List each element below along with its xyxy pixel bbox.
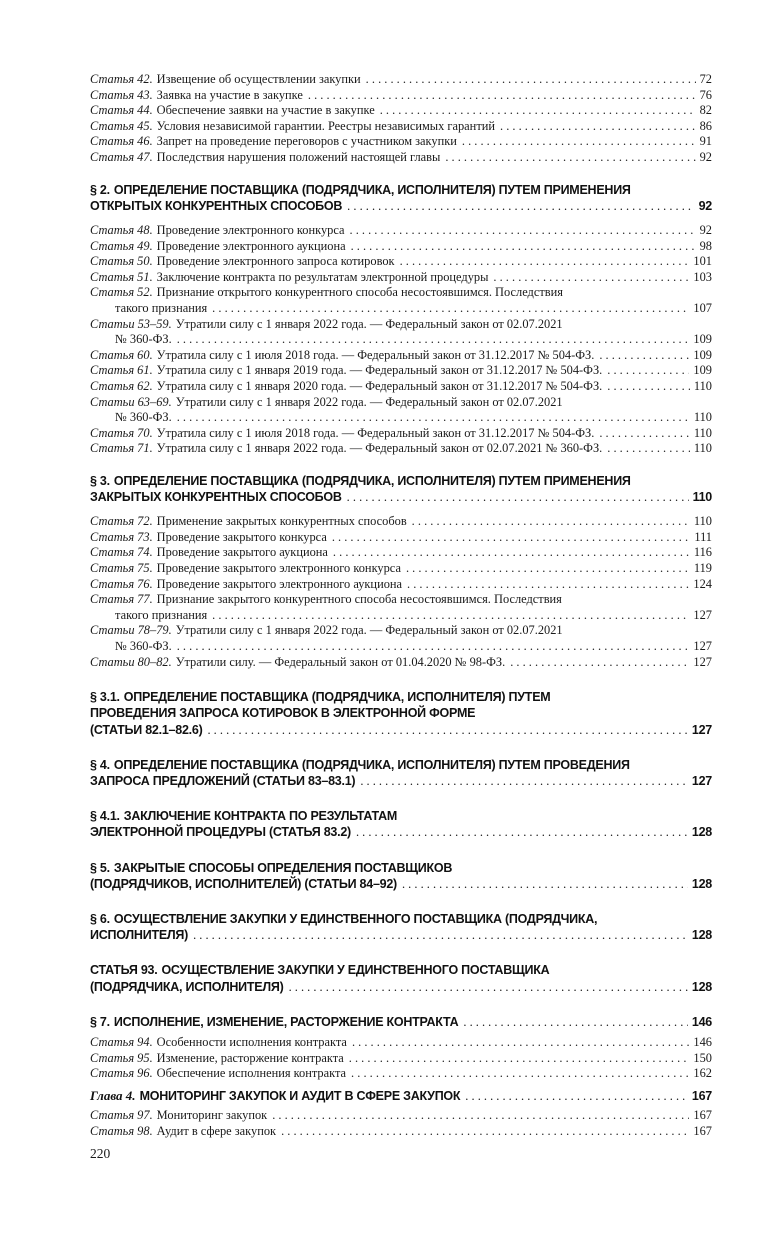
toc-entry-page: 109 xyxy=(693,347,712,362)
toc-entry-number: § 5. xyxy=(90,860,110,875)
toc-entry-number: Статья 45. xyxy=(90,118,153,133)
dot-leader-icon xyxy=(349,1051,690,1067)
toc-entry-line xyxy=(90,198,712,214)
toc-entry xyxy=(90,119,712,135)
toc-entry-line xyxy=(90,1066,712,1082)
toc-entry-number: СТАТЬЯ 93. xyxy=(90,963,158,978)
toc-entry-page: 128 xyxy=(691,876,712,891)
toc-entry-line xyxy=(90,962,712,978)
toc-entry-page: 110 xyxy=(693,514,712,529)
toc-entry-title: ЗАПРОСА ПРЕДЛОЖЕНИЙ (СТАТЬИ 83–83.1) xyxy=(90,774,356,789)
toc-entry xyxy=(90,592,712,623)
toc-entry-line xyxy=(90,473,712,489)
toc-entry-title: Утратили силу с 1 января 2022 года. — Федеральный закон от 02.07.2021 xyxy=(175,394,563,409)
toc-entry-title: Особенности исполнения контракта xyxy=(156,1035,347,1050)
toc-entry xyxy=(90,379,712,395)
toc-entry-number: § 7. xyxy=(90,1014,110,1029)
toc-entry-page: 82 xyxy=(699,103,712,118)
toc-entry-line xyxy=(90,773,712,789)
toc-entry-line xyxy=(90,317,712,333)
toc-entry-page: 128 xyxy=(691,928,712,943)
toc-entry-line xyxy=(90,348,712,364)
toc-entry-line xyxy=(90,623,712,639)
toc-entry-line xyxy=(90,577,712,593)
toc-entry-line xyxy=(90,689,712,705)
toc-entry-line xyxy=(90,722,712,738)
table-of-contents xyxy=(90,72,712,1139)
toc-entry-line xyxy=(90,1014,712,1030)
toc-entry-page: 127 xyxy=(691,722,712,737)
toc-entry-number: Статья 76. xyxy=(90,576,153,591)
dot-leader-icon xyxy=(212,301,689,317)
dot-leader-icon xyxy=(407,577,689,593)
toc-entry-title: Утратила силу с 1 июля 2018 года. — Федеральный закон от 31.12.2017 № 504-ФЗ. xyxy=(156,425,595,440)
toc-entry-title: Признание закрытого конкурентного способа несостоявшимся. Последствия xyxy=(156,592,562,607)
toc-entry xyxy=(90,757,712,789)
toc-entry-number: Статья 97. xyxy=(90,1108,153,1123)
toc-entry-line xyxy=(90,489,712,505)
toc-entry-line xyxy=(90,1051,712,1067)
toc-entry-page: 110 xyxy=(693,378,712,393)
toc-entry-number: Статья 62. xyxy=(90,378,153,393)
toc-entry-line xyxy=(90,530,712,546)
toc-entry-title: Проведение электронного запроса котировок xyxy=(156,254,395,269)
toc-entry xyxy=(90,577,712,593)
toc-entry-line xyxy=(90,270,712,286)
toc-entry-title: Заявка на участие в закупке xyxy=(156,87,303,102)
toc-entry-page: 109 xyxy=(693,332,712,347)
page-number: 220 xyxy=(90,1146,111,1161)
toc-entry xyxy=(90,270,712,286)
toc-entry-line xyxy=(90,182,712,198)
toc-entry-title: Последствия нарушения положений настоящей главы xyxy=(156,149,441,164)
dot-leader-icon xyxy=(272,1108,689,1124)
toc-entry xyxy=(90,285,712,316)
dot-leader-icon xyxy=(402,876,688,892)
toc-entry-title: ОТКРЫТЫХ КОНКУРЕНТНЫХ СПОСОБОВ xyxy=(90,198,343,213)
toc-entry-title: Признание открытого конкурентного способа несостоявшимся. Последствия xyxy=(156,285,563,300)
toc-entry-title: такого признания xyxy=(115,300,208,315)
toc-entry-title: ОПРЕДЕЛЕНИЕ ПОСТАВЩИКА (ПОДРЯДЧИКА, ИСПОЛНИТЕЛЯ) ПУТЕМ xyxy=(123,690,551,705)
toc-entry xyxy=(90,239,712,255)
toc-entry-number: Статьи 63–69. xyxy=(90,394,172,409)
toc-entry-number: Статья 95. xyxy=(90,1050,153,1065)
toc-entry xyxy=(90,395,712,426)
toc-entry-title: Запрет на проведение переговоров с участником закупки xyxy=(156,134,457,149)
toc-entry-number: Статьи 80–82. xyxy=(90,654,172,669)
toc-entry-number: § 4. xyxy=(90,757,110,772)
toc-entry xyxy=(90,623,712,654)
dot-leader-icon xyxy=(308,88,696,104)
dot-leader-icon xyxy=(333,545,690,561)
toc-entry-title: ОСУЩЕСТВЛЕНИЕ ЗАКУПКИ У ЕДИНСТВЕННОГО ПОСТАВЩИКА xyxy=(161,963,550,978)
toc-entry-title: Проведение закрытого электронного конкурса xyxy=(156,561,401,576)
toc-entry-line xyxy=(90,514,712,530)
dot-leader-icon xyxy=(351,239,696,255)
toc-entry-line xyxy=(90,119,712,135)
toc-entry-number: Статья 42. xyxy=(90,72,153,86)
toc-entry-number: Статья 96. xyxy=(90,1066,153,1081)
toc-entry-number: Статья 77. xyxy=(90,592,153,607)
toc-entry-number: Статья 44. xyxy=(90,103,153,118)
toc-entry-page: 127 xyxy=(693,654,712,669)
toc-entry-line xyxy=(90,655,712,671)
dot-leader-icon xyxy=(463,1014,688,1030)
dot-leader-icon xyxy=(366,72,696,88)
toc-entry-title: Проведение закрытого электронного аукциона xyxy=(156,576,403,591)
toc-entry-title: такого признания xyxy=(115,607,208,622)
dot-leader-icon xyxy=(350,223,696,239)
toc-entry xyxy=(90,150,712,166)
toc-entry-number: Статья 50. xyxy=(90,254,153,269)
toc-entry xyxy=(90,426,712,442)
toc-entry-line xyxy=(90,72,712,88)
toc-entry-line xyxy=(90,395,712,411)
toc-entry-page: 128 xyxy=(691,979,712,994)
toc-entry-page: 146 xyxy=(691,1014,712,1029)
toc-entry-page: 167 xyxy=(691,1088,712,1103)
toc-entry-page: 167 xyxy=(693,1123,712,1138)
toc-entry-line xyxy=(90,545,712,561)
toc-entry-title: ЗАКРЫТЫХ КОНКУРЕНТНЫХ СПОСОБОВ xyxy=(90,490,342,505)
toc-entry-line xyxy=(90,332,712,348)
toc-entry xyxy=(90,1124,712,1140)
toc-entry xyxy=(90,561,712,577)
toc-entry-line xyxy=(90,103,712,119)
dot-leader-icon xyxy=(177,410,690,426)
toc-entry xyxy=(90,1066,712,1082)
toc-entry-title: Обеспечение исполнения контракта xyxy=(156,1066,347,1081)
toc-entry-line xyxy=(90,441,712,457)
toc-entry xyxy=(90,514,712,530)
toc-entry-title: Утратили силу. — Федеральный закон от 01.04.2020 № 98-ФЗ. xyxy=(175,654,506,669)
dot-leader-icon xyxy=(212,608,689,624)
toc-entry xyxy=(90,911,712,943)
dot-leader-icon xyxy=(445,150,695,166)
toc-entry-number: Статья 72. xyxy=(90,514,153,529)
toc-entry xyxy=(90,1108,712,1124)
toc-entry-line xyxy=(90,705,712,721)
toc-entry-page: 92 xyxy=(699,149,712,164)
dot-leader-icon xyxy=(352,1035,689,1051)
dot-leader-icon xyxy=(493,270,689,286)
toc-entry-number: Статья 60. xyxy=(90,347,153,362)
toc-entry xyxy=(90,317,712,348)
toc-entry-line xyxy=(90,757,712,773)
dot-leader-icon xyxy=(351,1066,689,1082)
dot-leader-icon xyxy=(281,1124,689,1140)
toc-entry-number: Статья 47. xyxy=(90,149,153,164)
toc-entry-number: Статья 94. xyxy=(90,1035,153,1050)
toc-entry-title: МОНИТОРИНГ ЗАКУПОК И АУДИТ В СФЕРЕ ЗАКУПОК xyxy=(139,1088,461,1103)
toc-entry xyxy=(90,808,712,840)
toc-entry-title: Мониторинг закупок xyxy=(156,1108,268,1123)
toc-entry-line xyxy=(90,639,712,655)
toc-entry-line xyxy=(90,860,712,876)
toc-entry-title: ОПРЕДЕЛЕНИЕ ПОСТАВЩИКА (ПОДРЯДЧИКА, ИСПОЛНИТЕЛЯ) ПУТЕМ ПРОВЕДЕНИЯ xyxy=(113,757,630,772)
toc-entry-line xyxy=(90,1124,712,1140)
dot-leader-icon xyxy=(500,119,696,135)
toc-entry-title: ОПРЕДЕЛЕНИЕ ПОСТАВЩИКА (ПОДРЯДЧИКА, ИСПОЛНИТЕЛЯ) ПУТЕМ ПРИМЕНЕНИЯ xyxy=(113,182,631,197)
toc-entry-line xyxy=(90,927,712,943)
toc-entry-line xyxy=(90,134,712,150)
toc-entry xyxy=(90,348,712,364)
toc-entry xyxy=(90,962,712,994)
toc-entry-page: 128 xyxy=(691,825,712,840)
toc-entry-line xyxy=(90,808,712,824)
toc-entry-line xyxy=(90,150,712,166)
toc-entry-title: ЗАКЛЮЧЕНИЕ КОНТРАКТА ПО РЕЗУЛЬТАТАМ xyxy=(123,809,398,824)
toc-entry-page: 86 xyxy=(699,118,712,133)
toc-entry-line xyxy=(90,379,712,395)
toc-entry-title: № 360-ФЗ. xyxy=(115,410,172,425)
toc-entry xyxy=(90,1014,712,1030)
toc-entry-number: Статья 52. xyxy=(90,285,153,300)
toc-entry-page: 110 xyxy=(693,441,712,456)
toc-entry-title: Проведение закрытого аукциона xyxy=(156,545,328,560)
dot-leader-icon xyxy=(289,979,688,995)
toc-entry-number: § 2. xyxy=(90,182,110,197)
toc-entry-line xyxy=(90,876,712,892)
dot-leader-icon xyxy=(177,332,690,348)
toc-entry-title: ОПРЕДЕЛЕНИЕ ПОСТАВЩИКА (ПОДРЯДЧИКА, ИСПОЛНИТЕЛЯ) ПУТЕМ ПРИМЕНЕНИЯ xyxy=(113,473,631,488)
toc-entry-number: Статья 70. xyxy=(90,425,153,440)
toc-entry-line xyxy=(90,285,712,301)
toc-entry-page: 101 xyxy=(693,254,712,269)
toc-entry-title: ЗАКРЫТЫЕ СПОСОБЫ ОПРЕДЕЛЕНИЯ ПОСТАВЩИКОВ xyxy=(113,860,453,875)
toc-entry-title: Утратила силу с 1 января 2019 года. — Федеральный закон от 31.12.2017 № 504-ФЗ. xyxy=(156,363,603,378)
toc-entry-title: № 360-ФЗ. xyxy=(115,332,172,347)
toc-entry-page: 150 xyxy=(693,1050,712,1065)
toc-entry-page: 124 xyxy=(693,576,712,591)
toc-entry-title: Применение закрытых конкурентных способов xyxy=(156,514,407,529)
dot-leader-icon xyxy=(380,103,696,119)
toc-entry-title: Проведение электронного аукциона xyxy=(156,238,346,253)
toc-entry-title: Утратили силу с 1 января 2022 года. — Федеральный закон от 02.07.2021 xyxy=(175,316,563,331)
toc-entry-line xyxy=(90,824,712,840)
toc-entry-title: Проведение закрытого конкурса xyxy=(156,529,327,544)
toc-entry-number: § 3.1. xyxy=(90,690,120,705)
toc-entry-line xyxy=(90,223,712,239)
toc-entry-line xyxy=(90,88,712,104)
toc-entry xyxy=(90,103,712,119)
dot-leader-icon xyxy=(599,348,689,364)
toc-entry-title: Проведение электронного конкурса xyxy=(156,222,345,237)
toc-entry xyxy=(90,441,712,457)
toc-entry-page: 72 xyxy=(699,72,712,86)
toc-entry-page: 110 xyxy=(693,410,712,425)
dot-leader-icon xyxy=(607,363,689,379)
toc-entry-title: Изменение, расторжение контракта xyxy=(156,1050,344,1065)
toc-entry-page: 127 xyxy=(693,639,712,654)
dot-leader-icon xyxy=(599,426,690,442)
toc-entry-number: Статьи 53–59. xyxy=(90,316,172,331)
toc-entry-number: Статья 73. xyxy=(90,529,153,544)
toc-entry-title: ИСПОЛНИТЕЛЯ) xyxy=(90,928,189,943)
toc-entry xyxy=(90,72,712,88)
toc-entry-title: Извещение об осуществлении закупки xyxy=(156,72,361,86)
toc-entry-line xyxy=(90,301,712,317)
toc-entry-page: 110 xyxy=(693,425,712,440)
dot-leader-icon xyxy=(607,379,690,395)
toc-entry-title: № 360-ФЗ. xyxy=(115,639,172,654)
toc-entry-title: ОСУЩЕСТВЛЕНИЕ ЗАКУПКИ У ЕДИНСТВЕННОГО ПОСТАВЩИКА (ПОДРЯДЧИКА, xyxy=(113,912,598,927)
toc-entry xyxy=(90,134,712,150)
toc-entry-line xyxy=(90,979,712,995)
toc-entry-line xyxy=(90,561,712,577)
toc-entry xyxy=(90,1088,712,1104)
toc-entry-title: Условия независимой гарантии. Реестры независимых гарантий xyxy=(156,118,495,133)
toc-entry xyxy=(90,530,712,546)
dot-leader-icon xyxy=(462,134,696,150)
toc-entry-title: Утратила силу с 1 января 2020 года. — Федеральный закон от 31.12.2017 № 504-ФЗ. xyxy=(156,378,603,393)
toc-entry-number: Статья 71. xyxy=(90,441,153,456)
toc-entry-number: Глава 4. xyxy=(90,1087,136,1103)
dot-leader-icon xyxy=(347,489,689,505)
toc-entry xyxy=(90,254,712,270)
dot-leader-icon xyxy=(465,1088,688,1104)
dot-leader-icon xyxy=(360,773,688,789)
toc-entry-number: § 3. xyxy=(90,473,110,488)
dot-leader-icon xyxy=(607,441,690,457)
toc-entry-page: 107 xyxy=(693,300,712,315)
toc-entry-title: Заключение контракта по результатам электронной процедуры xyxy=(156,269,489,284)
toc-entry-page: 116 xyxy=(693,545,712,560)
toc-entry-title: ЭЛЕКТРОННОЙ ПРОЦЕДУРЫ (СТАТЬЯ 83.2) xyxy=(90,825,351,840)
toc-entry xyxy=(90,182,712,214)
toc-entry xyxy=(90,860,712,892)
toc-entry-page: 109 xyxy=(693,363,712,378)
toc-entry-line xyxy=(90,239,712,255)
toc-entry-line xyxy=(90,592,712,608)
toc-entry-title: ИСПОЛНЕНИЕ, ИЗМЕНЕНИЕ, РАСТОРЖЕНИЕ КОНТРАКТА xyxy=(113,1014,459,1029)
toc-entry-number: Статья 46. xyxy=(90,134,153,149)
toc-entry-line xyxy=(90,1035,712,1051)
toc-entry-page: 103 xyxy=(693,269,712,284)
dot-leader-icon xyxy=(406,561,690,577)
dot-leader-icon xyxy=(412,514,690,530)
toc-entry-page: 167 xyxy=(693,1108,712,1123)
dot-leader-icon xyxy=(332,530,690,546)
toc-entry-line xyxy=(90,363,712,379)
toc-entry-number: Статья 74. xyxy=(90,545,153,560)
toc-entry-line xyxy=(90,608,712,624)
toc-entry xyxy=(90,545,712,561)
toc-entry-number: Статья 51. xyxy=(90,269,153,284)
toc-entry xyxy=(90,655,712,671)
dot-leader-icon xyxy=(510,655,689,671)
toc-entry-page: 92 xyxy=(699,222,712,237)
dot-leader-icon xyxy=(400,254,690,270)
toc-entry-line xyxy=(90,254,712,270)
toc-entry-page: 91 xyxy=(699,134,712,149)
toc-entry-title: (ПОДРЯДЧИКА, ИСПОЛНИТЕЛЯ) xyxy=(90,979,284,994)
toc-entry xyxy=(90,363,712,379)
toc-entry-number: Статья 98. xyxy=(90,1123,153,1138)
toc-entry-title: Аудит в сфере закупок xyxy=(156,1123,277,1138)
toc-entry-number: Статья 43. xyxy=(90,87,153,102)
toc-entry-number: Статья 61. xyxy=(90,363,153,378)
toc-entry-line xyxy=(90,1108,712,1124)
toc-entry-number: Статья 49. xyxy=(90,238,153,253)
toc-entry-page: 146 xyxy=(693,1035,712,1050)
toc-entry-page: 110 xyxy=(692,490,712,505)
dot-leader-icon xyxy=(193,927,688,943)
toc-entry xyxy=(90,1035,712,1051)
toc-entry-title: Обеспечение заявки на участие в закупке xyxy=(156,103,375,118)
toc-entry-title: (ПОДРЯДЧИКОВ, ИСПОЛНИТЕЛЕЙ) (СТАТЬИ 84–92) xyxy=(90,876,397,891)
toc-entry xyxy=(90,1051,712,1067)
dot-leader-icon xyxy=(207,722,687,738)
toc-entry-title: Утратила силу с 1 июля 2018 года. — Федеральный закон от 31.12.2017 № 504-ФЗ. xyxy=(156,347,595,362)
toc-entry-title: Утратили силу с 1 января 2022 года. — Федеральный закон от 02.07.2021 xyxy=(175,623,563,638)
toc-entry-page: 76 xyxy=(699,87,712,102)
toc-entry-line xyxy=(90,911,712,927)
toc-entry-page: 111 xyxy=(694,529,712,544)
toc-entry-number: Статья 75. xyxy=(90,561,153,576)
toc-entry-page: 162 xyxy=(693,1066,712,1081)
toc-entry-line xyxy=(90,426,712,442)
toc-entry-line xyxy=(90,1088,712,1104)
toc-entry xyxy=(90,473,712,505)
toc-entry-title: Утратила силу с 1 января 2022 года. — Федеральный закон от 02.07.2021 № 360-ФЗ. xyxy=(156,441,603,456)
toc-entry-page: 127 xyxy=(693,607,712,622)
toc-entry-page: 92 xyxy=(698,198,712,213)
dot-leader-icon xyxy=(356,824,688,840)
toc-entry-number: Статьи 78–79. xyxy=(90,623,172,638)
toc-entry xyxy=(90,88,712,104)
toc-entry-line xyxy=(90,410,712,426)
toc-entry-page: 98 xyxy=(699,238,712,253)
toc-entry-title: (СТАТЬИ 82.1–82.6) xyxy=(90,722,203,737)
toc-entry-page: 127 xyxy=(691,774,712,789)
dot-leader-icon xyxy=(347,198,694,214)
dot-leader-icon xyxy=(177,639,690,655)
toc-entry xyxy=(90,223,712,239)
toc-entry-title: ПРОВЕДЕНИЯ ЗАПРОСА КОТИРОВОК В ЭЛЕКТРОННОЙ ФОРМЕ xyxy=(90,706,476,721)
toc-entry-number: § 6. xyxy=(90,912,110,927)
toc-entry-page: 119 xyxy=(693,561,712,576)
toc-entry xyxy=(90,689,712,738)
toc-entry-number: § 4.1. xyxy=(90,809,120,824)
toc-entry-number: Статья 48. xyxy=(90,222,153,237)
